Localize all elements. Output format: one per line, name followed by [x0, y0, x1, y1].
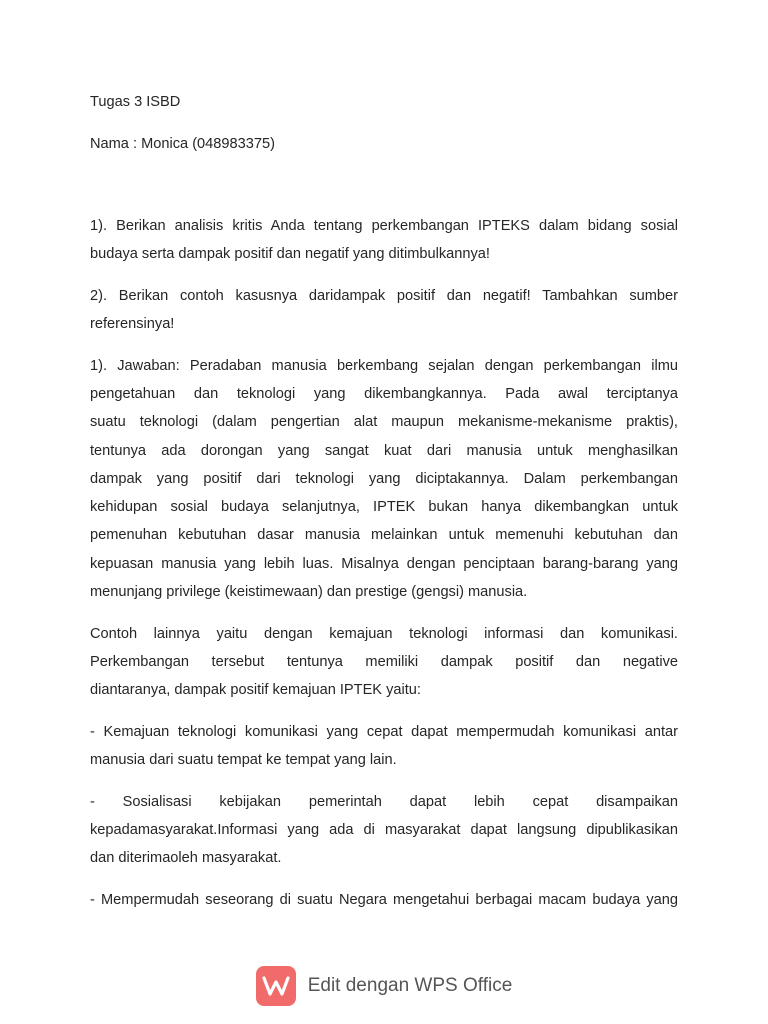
text-line: referensinya!	[90, 316, 175, 332]
text-line: - Mempermudah seseorang di suatu Negara mengetahui berbagai macam budaya yang	[90, 892, 678, 908]
text-line: dan diterimaoleh masyarakat.	[90, 850, 282, 866]
document-title: Tugas 3 ISBD	[90, 94, 181, 110]
text-line: 1). Jawaban: Peradaban manusia berkembang sejalan dengan perkembangan ilmu	[90, 358, 678, 374]
text-line: diantaranya, dampak positif kemajuan IPTEK yaitu:	[90, 682, 421, 698]
text-line: dampak yang positif dari teknologi yang diciptakannya. Dalam perkembangan	[90, 471, 678, 487]
text-line: - Sosialisasi kebijakan pemerintah dapat lebih cepat disampaikan	[90, 794, 678, 810]
text-line: - Kemajuan teknologi komunikasi yang cepat dapat mempermudah komunikasi antar	[90, 724, 678, 740]
edit-with-wps-label: Edit dengan WPS Office	[307, 975, 513, 996]
wps-edit-banner[interactable]	[0, 964, 768, 1008]
text-line: kehidupan sosial budaya selanjutnya, IPTEK bukan hanya dikembangkan untuk	[90, 499, 678, 515]
text-line: menunjang privilege (keistimewaan) dan prestige (gengsi) manusia.	[90, 584, 528, 600]
text-line: 1). Berikan analisis kritis Anda tentang perkembangan IPTEKS dalam bidang sosial	[90, 218, 678, 234]
text-line: Perkembangan tersebut tentunya memiliki dampak positif dan negative	[90, 654, 678, 670]
wps-logo-icon	[256, 966, 296, 1006]
text-line: kepuasan manusia yang lebih luas. Misalnya dengan penciptaan barang-barang yang	[90, 556, 678, 572]
text-line: suatu teknologi (dalam pengertian alat maupun mekanisme-mekanisme praktis),	[90, 414, 678, 430]
text-line: Contoh lainnya yaitu dengan kemajuan teknologi informasi dan komunikasi.	[90, 626, 678, 642]
text-line: pemenuhan kebutuhan dasar manusia melainkan untuk memenuhi kebutuhan dan	[90, 527, 678, 543]
text-line: kepadamasyarakat.Informasi yang ada di masyarakat dapat langsung dipublikasikan	[90, 822, 678, 838]
text-line: manusia dari suatu tempat ke tempat yang lain.	[90, 752, 397, 768]
text-line: pengetahuan dan teknologi yang dikembangkannya. Pada awal terciptanya	[90, 386, 678, 402]
text-line: 2). Berikan contoh kasusnya daridampak positif dan negatif! Tambahkan sumber	[90, 288, 678, 304]
student-name: Nama : Monica (048983375)	[90, 136, 275, 152]
text-line: budaya serta dampak positif dan negatif yang ditimbulkannya!	[90, 246, 490, 262]
text-line: tentunya ada dorongan yang sangat kuat dari manusia untuk menghasilkan	[90, 443, 678, 459]
